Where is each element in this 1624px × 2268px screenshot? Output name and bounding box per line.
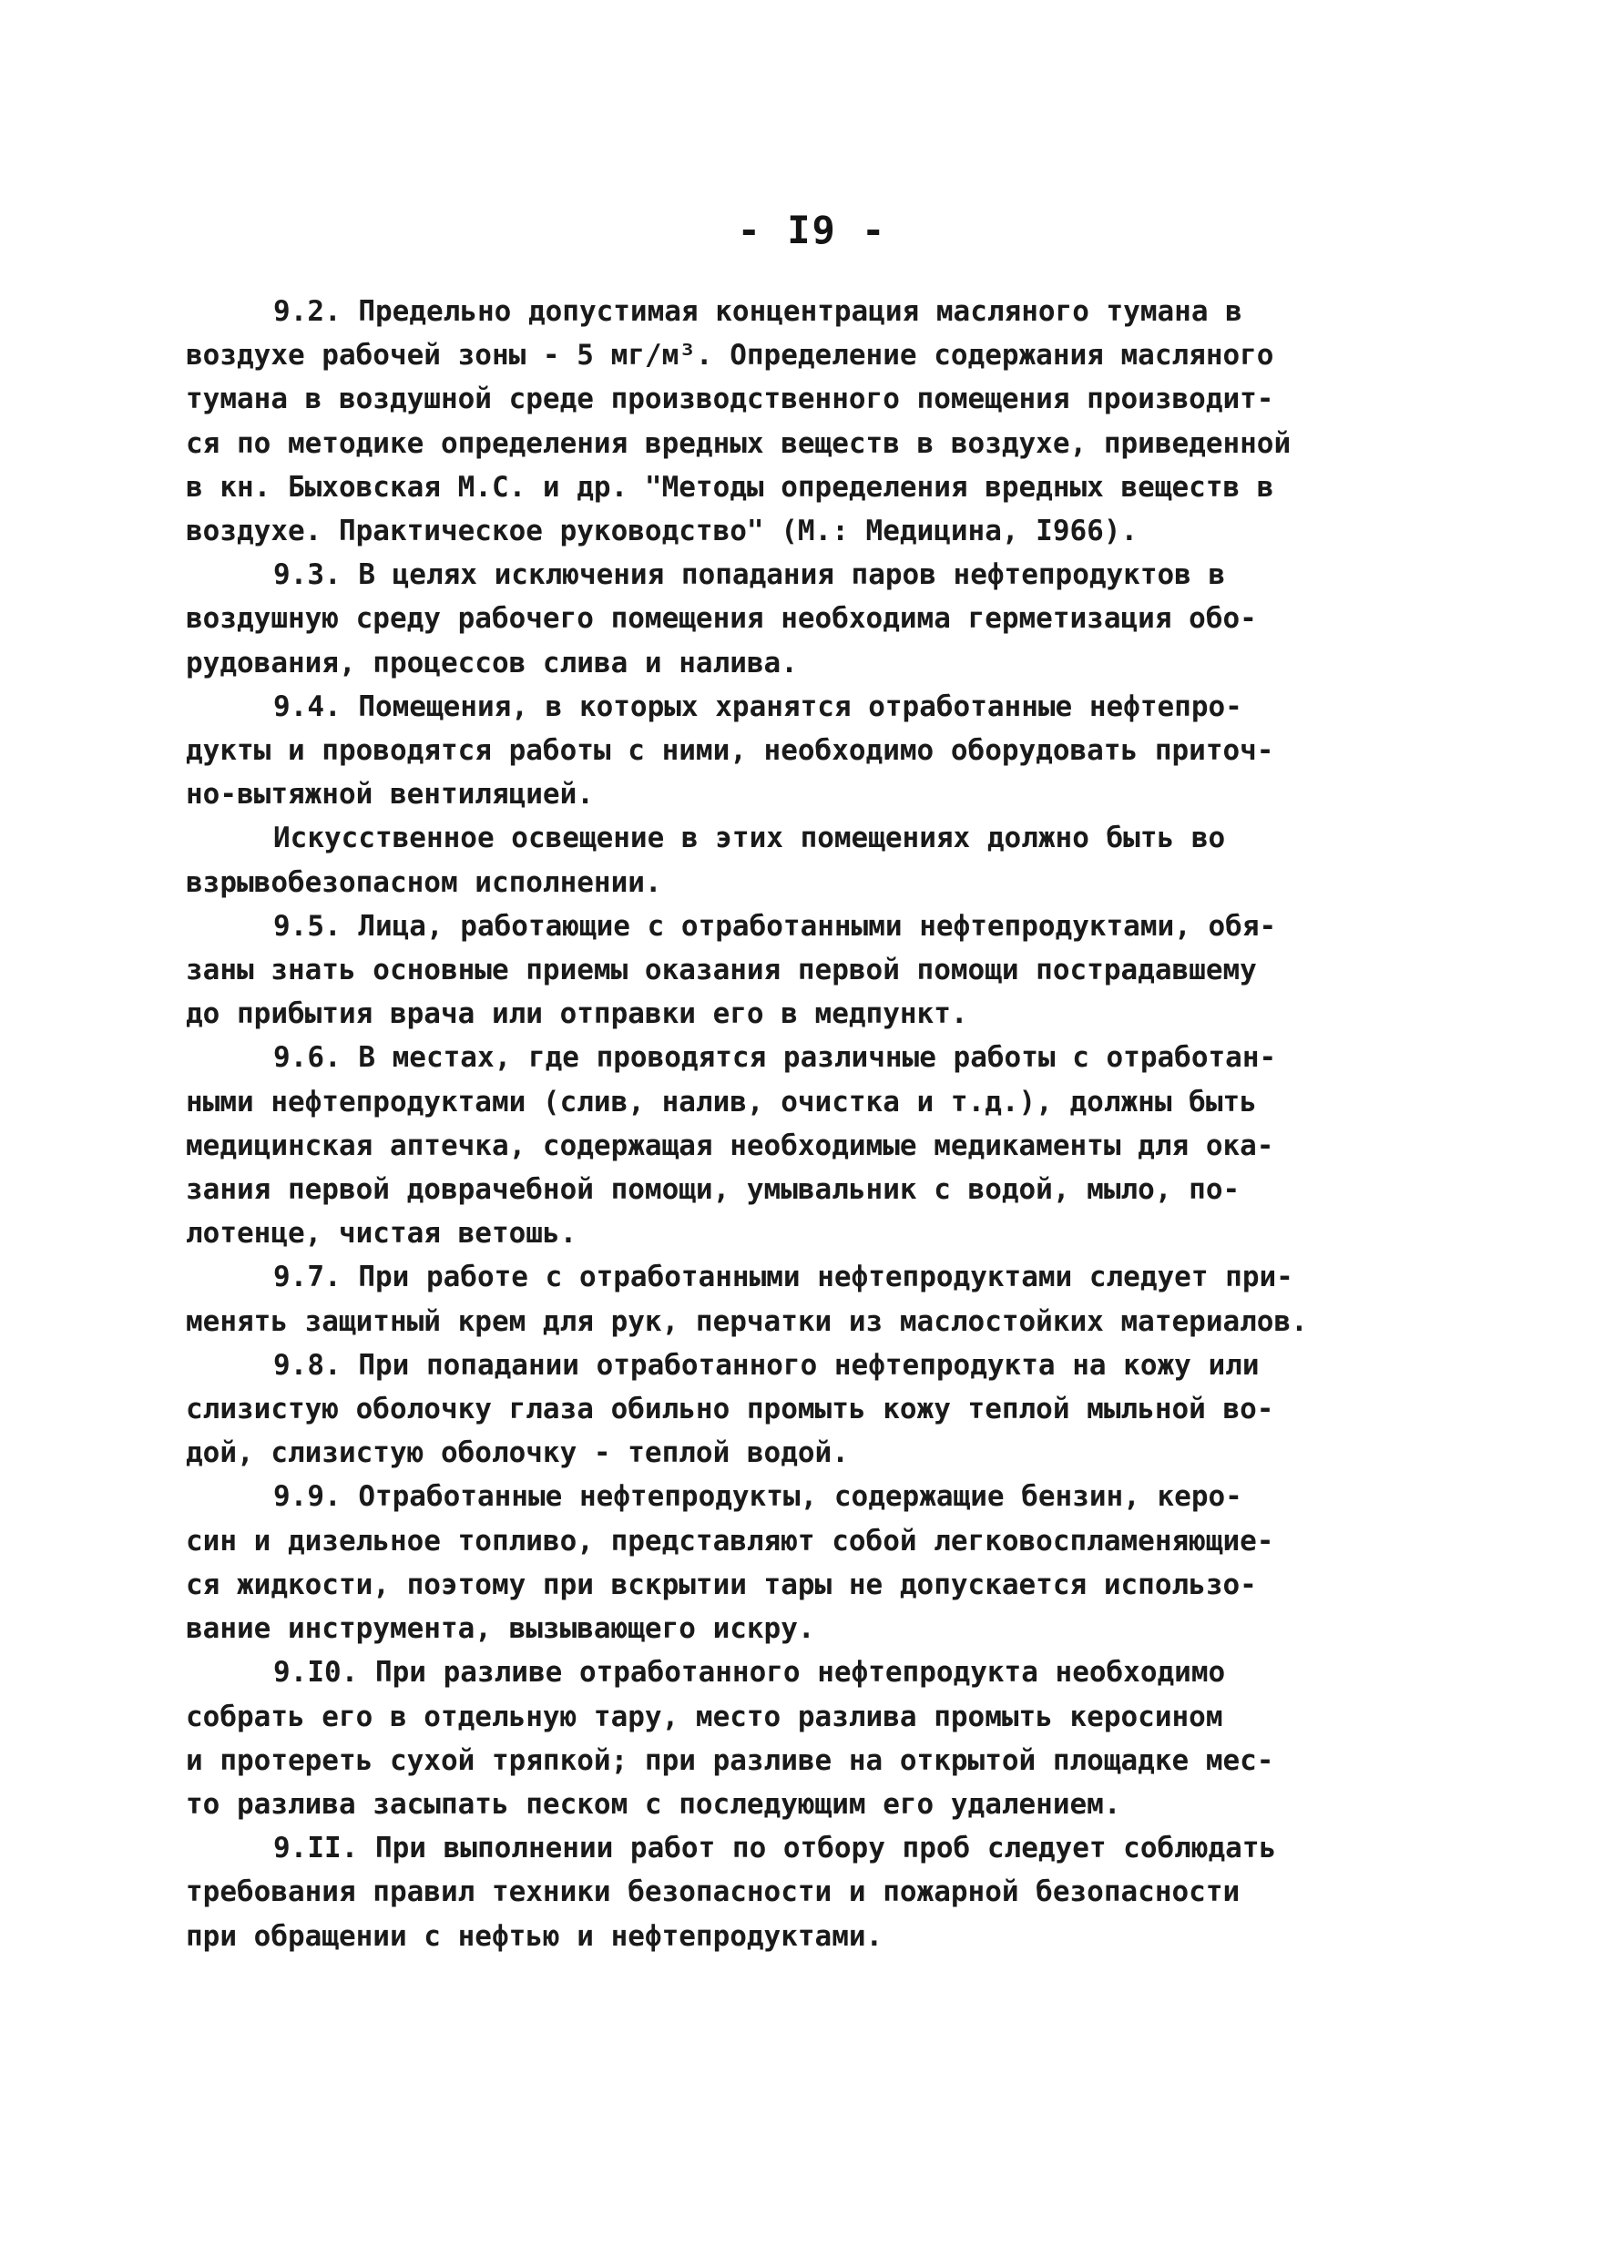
text-line: до прибытия врача или отправки его в медпункт. (186, 997, 968, 1031)
text-line: 9.8. При попадании отработанного нефтепродукта на кожу или (273, 1348, 1260, 1382)
text-line: дой, слизистую оболочку - теплой водой. (186, 1436, 849, 1470)
text-line: 9.7. При работе с отработанными нефтепродуктами следует при- (273, 1261, 1293, 1294)
text-line: взрывобезопасном исполнении. (186, 865, 662, 899)
paragraph (186, 1036, 1434, 1255)
text-line: слизистую оболочку глаза обильно промыть кожу теплой мыльной во- (186, 1393, 1274, 1426)
text-line: 9.6. В местах, где проводятся различные работы с отработан- (273, 1041, 1277, 1075)
text-line: ся жидкости, поэтому при вскрытии тары не допускается использо- (186, 1568, 1257, 1601)
text-line: Искусственное освещение в этих помещениях должно быть во (273, 822, 1226, 855)
paragraph (186, 816, 1434, 904)
text-line: зания первой доврачебной помощи, умывальник с водой, мыло, по- (186, 1173, 1241, 1207)
text-line: требования правил техники безопасности и пожарной безопасности (186, 1875, 1241, 1909)
paragraph (186, 904, 1434, 1037)
text-line: и протереть сухой тряпкой; при разливе на открытой площадке мес- (186, 1743, 1274, 1777)
text-line: но-вытяжной вентиляцией. (186, 778, 594, 812)
text-line: медицинская аптечка, содержащая необходимые медикаменты для ока- (186, 1129, 1274, 1162)
paragraph (186, 1826, 1434, 1958)
text-line: заны знать основные приемы оказания первой помощи пострадавшему (186, 954, 1257, 987)
text-line: ся по методике определения вредных веществ в воздухе, приведенной (186, 426, 1292, 460)
text-line: то разлива засыпать песком с последующим его удалением. (186, 1787, 1121, 1821)
document-body (186, 290, 1434, 1958)
text-line: 9.I0. При разливе отработанного нефтепродукта необходимо (273, 1656, 1226, 1690)
paragraph (186, 553, 1434, 685)
text-line: син и дизельное топливо, представляют собой легковоспламеняющие- (186, 1524, 1274, 1558)
paragraph (186, 1343, 1434, 1476)
paragraph (186, 290, 1434, 553)
text-line: вание инструмента, вызывающего искру. (186, 1612, 815, 1646)
paragraph (186, 685, 1434, 817)
paragraph (186, 1475, 1434, 1650)
text-line: воздухе. Практическое руководство" (М.: Медицина, I966). (186, 515, 1139, 548)
paragraph (186, 1255, 1434, 1343)
text-line: дукты и проводятся работы с ними, необходимо оборудовать приточ- (186, 734, 1274, 768)
paragraph (186, 1650, 1434, 1826)
text-line: рудования, процессов слива и налива. (186, 646, 798, 679)
text-line: воздушную среду рабочего помещения необходима герметизация обо- (186, 602, 1257, 636)
text-line: 9.3. В целях исключения попадания паров нефтепродуктов в (273, 558, 1226, 592)
text-line: менять защитный крем для рук, перчатки из маслостойких материалов. (186, 1304, 1308, 1338)
text-line: 9.9. Отработанные нефтепродукты, содержащие бензин, керо- (273, 1480, 1242, 1514)
text-line: 9.5. Лица, работающие с отработанными нефтепродуктами, обя- (273, 909, 1277, 943)
page-number: - I9 - (737, 208, 887, 252)
text-line: 9.2. Предельно допустимая концентрация масляного тумана в (273, 295, 1242, 328)
text-line: лотенце, чистая ветошь. (186, 1217, 577, 1251)
text-line: воздухе рабочей зоны - 5 мг/м³. Определение содержания масляного (186, 339, 1274, 373)
text-line: при обращении с нефтью и нефтепродуктами. (186, 1919, 883, 1953)
text-line: собрать его в отдельную тару, место разлива промыть керосином (186, 1700, 1223, 1733)
text-line: в кн. Быховская М.С. и др. "Методы определения вредных веществ в (186, 470, 1274, 504)
text-line: тумана в воздушной среде производственного помещения производит- (186, 383, 1274, 416)
text-line: ными нефтепродуктами (слив, налив, очистка и т.д.), должны быть (186, 1085, 1257, 1119)
text-line: 9.4. Помещения, в которых хранятся отработанные нефтепро- (273, 690, 1242, 723)
text-line: 9.II. При выполнении работ по отбору проб следует соблюдать (273, 1832, 1277, 1865)
